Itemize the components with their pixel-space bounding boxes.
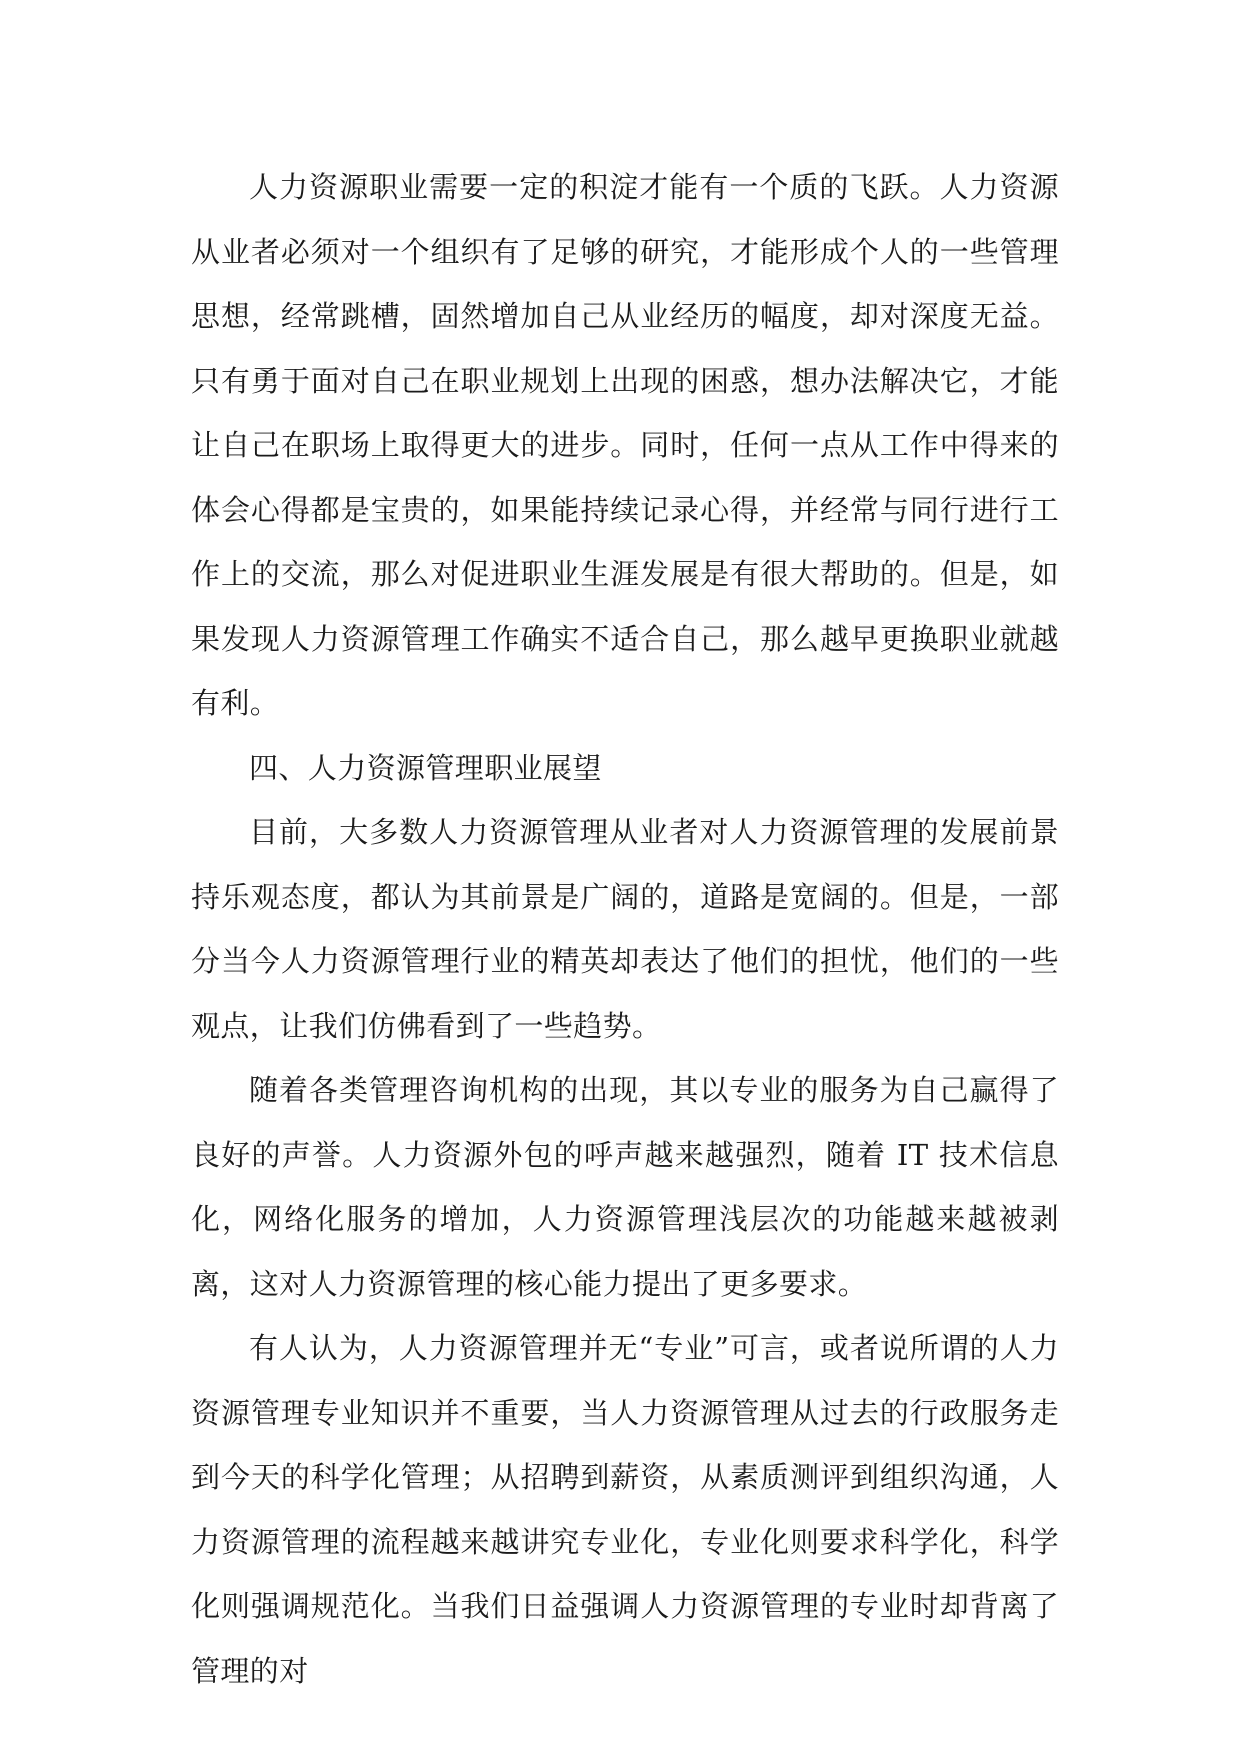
paragraph-consulting-outsourcing: 随着各类管理咨询机构的出现，其以专业的服务为自己赢得了良好的声誉。人力资源外包的呼声越来越强烈，随着 IT 技术信息化，网络化服务的增加，人力资源管理浅层次的功能越来越被剥离，这对人力资源管理的核心能力提出了更多要求。 xyxy=(191,1073,1059,1301)
document-body xyxy=(191,155,1059,1703)
section-heading-career-outlook: 四、人力资源管理职业展望 xyxy=(249,750,602,785)
paragraph-current-outlook: 目前，大多数人力资源管理从业者对人力资源管理的发展前景持乐观态度，都认为其前景是广阔的，道路是宽阔的。但是，一部分当今人力资源管理行业的精英却表达了他们的担忧，他们的一些观点，让我们仿佛看到了一些趋势。 xyxy=(191,815,1059,1043)
paragraph-career-accumulation: 人力资源职业需要一定的积淀才能有一个质的飞跃。人力资源从业者必须对一个组织有了足够的研究，才能形成个人的一些管理思想，经常跳槽，固然增加自己从业经历的幅度，却对深度无益。只有勇于面对自己在职业规划上出现的困惑，想办法解决它，才能让自己在职场上取得更大的进步。同时，任何一点从工作中得来的体会心得都是宝贵的，如果能持续记录心得，并经常与同行进行工作上的交流，那么对促进职业生涯发展是有很大帮助的。但是，如果发现人力资源管理工作确实不适合自己，那么越早更换职业就越有利。 xyxy=(191,170,1059,720)
paragraph-professionalism-debate: 有人认为，人力资源管理并无“专业”可言，或者说所谓的人力资源管理专业知识并不重要，当人力资源管理从过去的行政服务走到今天的科学化管理；从招聘到薪资，从素质测评到组织沟通，人力资源管理的流程越来越讲究专业化，专业化则要求科学化，科学化则强调规范化。当我们日益强调人力资源管理的专业时却背离了管理的对 xyxy=(191,1331,1059,1688)
